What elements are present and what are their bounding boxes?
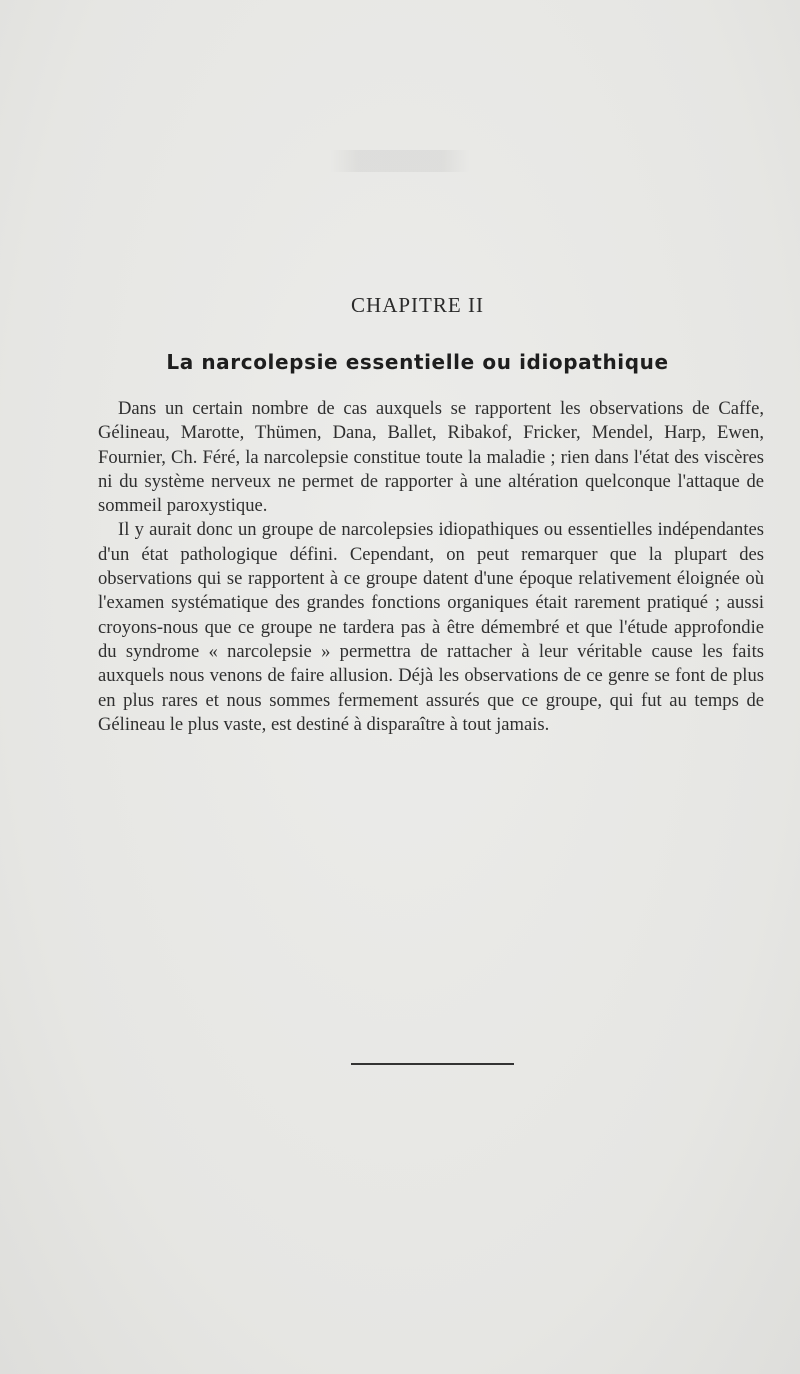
end-rule <box>351 1063 514 1065</box>
paragraph-2: Il y aurait donc un groupe de narcolepsies idiopathiques ou essentielles indépendantes d'un état pathologique défini. Cependant, on peut remarquer que la plupart des observations qui se rapportent à ce groupe datent d'une époque relativement éloignée où l'examen systématique des grandes fonctions organiques était rarement pratiqué ; aussi croyons-nous que ce groupe ne tardera pas à être démembré et que l'étude approfondie du syndrome « narcolepsie » permettra de rattacher à leur véritable cause les faits auxquels nous venons de faire allusion. Déjà les observations de ce genre se font de plus en plus rares et nous sommes fermement assurés que ce groupe, qui fut au temps de Gélineau le plus vaste, est destiné à disparaître à tout jamais. <box>98 519 764 735</box>
chapter-title: La narcolepsie essentielle ou idiopathique <box>166 350 669 374</box>
paragraph-1: Dans un certain nombre de cas auxquels se rapportent les observations de Caffe, Gélineau, Marotte, Thümen, Dana, Ballet, Ribakof, Fricker, Mendel, Harp, Ewen, Fournier, Ch. Féré, la narcolepsie constitue toute la maladie ; rien dans l'état des viscères ni du système nerveux ne permet de rapporter à une altération quelconque l'attaque de sommeil paroxystique. <box>98 398 764 517</box>
bleed-through-mark <box>330 150 470 172</box>
body-text <box>98 397 764 737</box>
chapter-heading: CHAPITRE II <box>351 293 484 317</box>
